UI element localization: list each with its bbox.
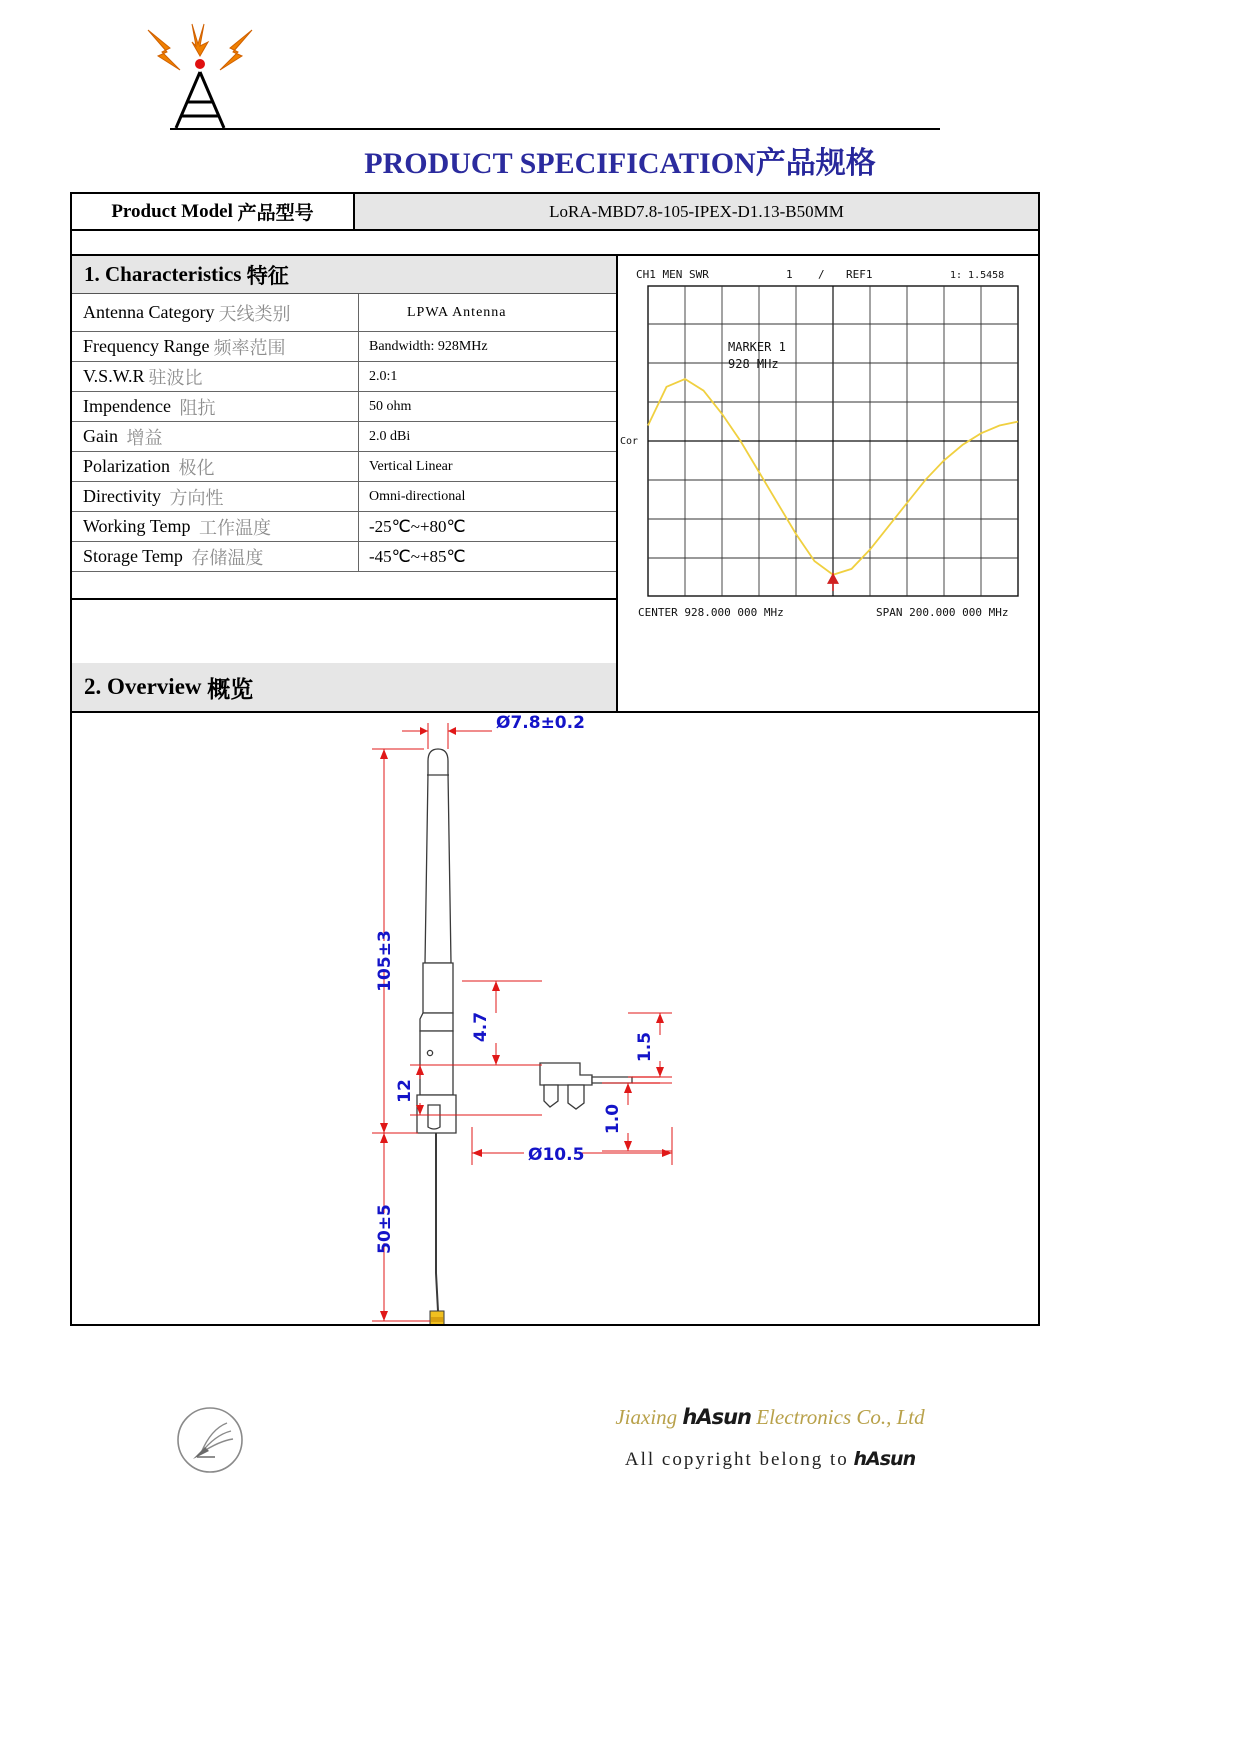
spec-key-en: Gain	[83, 426, 118, 446]
spec-key-en: Polarization	[83, 456, 170, 476]
characteristics-block	[72, 256, 618, 663]
spec-row	[72, 542, 616, 572]
product-model-value: LoRA-MBD7.8-105-IPEX-D1.13-B50MM	[355, 194, 1038, 231]
footer-company-city: Jiaxing	[615, 1405, 678, 1429]
spec-key-en: Working Temp	[83, 516, 191, 536]
spec-key-cn: 天线类别	[218, 303, 291, 324]
spec-value: -45℃~+85℃	[369, 546, 466, 566]
chart-cor-label: Cor	[620, 436, 639, 447]
ipex-connector-pins	[632, 1077, 660, 1083]
dimension-label-base-diameter: Ø10.5	[528, 1145, 585, 1165]
footer-company	[560, 1405, 980, 1430]
spec-value: 2.0 dBi	[369, 428, 411, 444]
spec-key	[72, 482, 359, 511]
chart-header-ref: REF1	[846, 268, 873, 281]
chart-center-label: CENTER 928.000 000 MHz	[638, 606, 784, 619]
overview-drawing-panel	[72, 713, 1038, 1324]
spec-key	[72, 422, 359, 451]
spec-key-en: V.S.W.R	[83, 366, 145, 386]
company-logo	[140, 22, 260, 132]
spec-row	[72, 482, 616, 512]
spec-key	[72, 392, 359, 421]
spec-value: 50 ohm	[369, 398, 412, 414]
spec-key-en: Directivity	[83, 486, 161, 506]
overview-number: 2.	[84, 674, 102, 699]
spec-key-en: Frequency Range	[83, 336, 210, 356]
spec-row	[72, 294, 616, 332]
coax-cable	[430, 1133, 444, 1324]
product-model-label	[72, 194, 355, 231]
spec-key-cn: 驻波比	[148, 367, 203, 388]
spec-key-cn: 方向性	[169, 487, 224, 508]
chart-marker-label: MARKER 1	[728, 340, 786, 354]
characteristics-title-en: Characteristics	[105, 262, 242, 286]
header-divider	[170, 128, 940, 130]
spec-value: -25℃~+80℃	[369, 516, 466, 536]
dimension-label-connector-height: 4.7	[471, 1011, 491, 1043]
ipex-connector-detail	[540, 1063, 632, 1109]
spec-key	[72, 362, 359, 391]
spec-key-cn: 极化	[178, 457, 215, 478]
spec-row	[72, 362, 616, 392]
chart-header-left: CH1 MEN SWR	[636, 268, 709, 281]
spec-key-en: Storage Temp	[83, 546, 183, 566]
dimension-label-connector-base: 1.0	[603, 1103, 623, 1135]
spec-key-en: Impendence	[83, 396, 171, 416]
dimension-label-antenna-length: 105±3	[375, 930, 395, 992]
spec-key	[72, 542, 359, 571]
spec-row	[72, 512, 616, 542]
spec-key	[72, 332, 359, 361]
vswr-chart-panel	[618, 256, 1038, 713]
spec-row	[72, 452, 616, 482]
spec-value: Vertical Linear	[369, 458, 453, 474]
dimension-label-diameter-top: Ø7.8±0.2	[496, 713, 585, 733]
chart-grid	[648, 286, 1018, 596]
spec-value: 2.0:1	[369, 368, 398, 384]
spec-value: Omni-directional	[369, 488, 466, 504]
spec-value: Bandwidth: 928MHz	[369, 338, 488, 354]
characteristics-tail-row	[72, 572, 616, 600]
characteristics-heading	[72, 256, 616, 294]
chart-marker-freq: 928 MHz	[728, 357, 779, 371]
footer-copyright-text: All copyright belong to	[624, 1449, 849, 1470]
overview-title-cn: 概览	[207, 676, 254, 702]
specification-sheet	[70, 192, 1040, 1326]
chart-span-label: SPAN 200.000 000 MHz	[876, 606, 1009, 619]
spec-row	[72, 392, 616, 422]
footer-logo-icon	[175, 1405, 245, 1475]
characteristics-title-cn: 特征	[246, 263, 289, 288]
footer-copyright-brand: hAsun	[853, 1448, 916, 1470]
antenna-body	[417, 749, 456, 1133]
characteristics-number: 1.	[84, 262, 100, 286]
spec-key-cn: 存储温度	[191, 547, 264, 568]
page-title	[0, 138, 1240, 182]
spec-value: LPWA Antenna	[407, 304, 507, 320]
dimension-label-connector-width: 12	[395, 1079, 415, 1103]
spec-key-cn: 工作温度	[198, 517, 271, 538]
sheet-spacer-row	[72, 231, 1038, 256]
spec-row	[72, 332, 616, 362]
footer-company-suffix: Electronics Co., Ltd	[756, 1405, 925, 1429]
spec-key-cn: 阻抗	[179, 397, 216, 418]
spec-row	[72, 422, 616, 452]
footer-copyright	[560, 1448, 980, 1471]
page-title-en: PRODUCT SPECIFICATION	[364, 147, 756, 180]
dimension-diameter-top	[402, 723, 492, 749]
spec-key-cn: 增益	[126, 427, 163, 448]
product-model-row	[72, 194, 1038, 231]
product-model-label-cn: 产品型号	[237, 203, 314, 224]
page-title-cn: 产品规格	[755, 147, 876, 180]
chart-marker-readout: 1: 1.5458	[950, 270, 1005, 281]
overview-heading	[72, 663, 618, 713]
chart-header-scale: 1	[786, 268, 793, 281]
footer-company-brand: hAsun	[682, 1405, 752, 1429]
spec-key	[72, 512, 359, 541]
spec-key	[72, 452, 359, 481]
chart-header-slash: /	[818, 268, 825, 281]
spec-key	[72, 294, 359, 331]
dimension-label-connector-top: 1.5	[635, 1031, 655, 1063]
overview-title-en: Overview	[107, 674, 202, 699]
spec-key-en: Antenna Category	[83, 302, 215, 322]
spec-key-cn: 频率范围	[213, 337, 286, 358]
product-model-label-en: Product Model	[111, 200, 233, 222]
dimension-label-cable-length: 50±5	[375, 1204, 395, 1254]
